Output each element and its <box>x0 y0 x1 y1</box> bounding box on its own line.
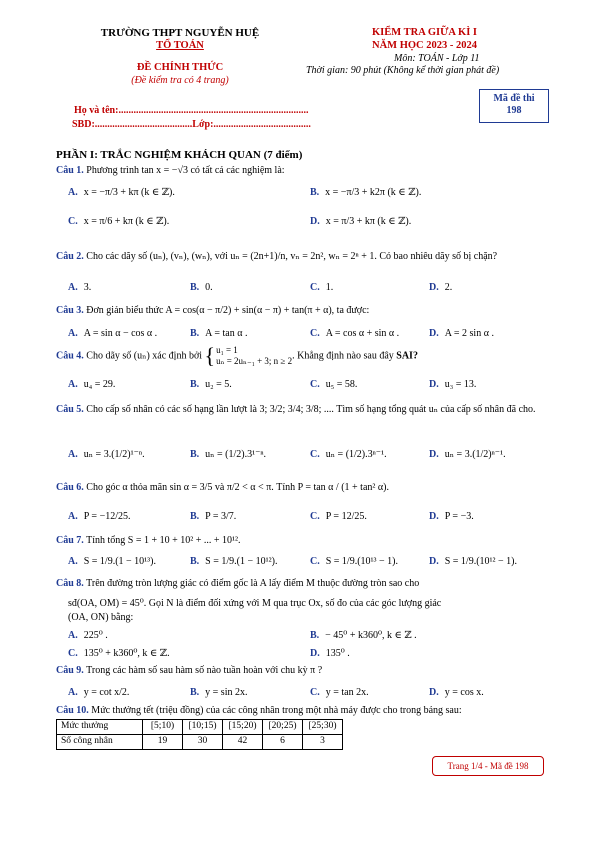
q4-text-post: . Khẳng định nào sau đây <box>292 350 394 362</box>
q4-system: u₁ = 1 uₙ = 2uₙ₋₁ + 3; n ≥ 2 <box>216 345 293 367</box>
q7-option-a[interactable]: A. S = 1/9.(1 − 10¹³). <box>68 556 157 567</box>
q1-option-c[interactable]: C. x = π/6 + kπ (k ∈ ℤ). <box>68 216 170 227</box>
q5-text: Cho cấp số nhân có các số hạng lần lượt là 3; 3/2; 3/4; 3/8; .... Tìm số hạng tổng quát uₙ của cấp số nhân đã cho. <box>86 404 536 415</box>
q3-option-c[interactable]: C. A = cos α + sin α . <box>310 328 400 339</box>
sbd-dots: ....................................... <box>94 119 193 130</box>
table-row <box>57 735 343 750</box>
q6-option-c[interactable]: C. P = 12/25. <box>310 511 367 522</box>
q5-label: Câu 5. <box>56 404 84 415</box>
q2-option-a[interactable]: A. 3. <box>68 282 92 293</box>
question-7 <box>56 535 561 547</box>
question-10 <box>56 705 561 717</box>
q8-option-d[interactable]: D. 135⁰ . <box>310 648 350 659</box>
exam-code-box <box>479 89 549 123</box>
table-cell: [15;20) <box>223 720 263 735</box>
q6-option-a[interactable]: A. P = −12/25. <box>68 511 131 522</box>
q4-sai: SAI <box>396 350 413 362</box>
table-cell: 42 <box>223 735 263 750</box>
table-header-cell: Mức thưởng <box>57 720 143 735</box>
table-cell: 6 <box>263 735 303 750</box>
q8-option-c[interactable]: C. 135⁰ + k360⁰, k ∈ ℤ. <box>68 648 170 659</box>
q5-option-b[interactable]: B. uₙ = (1/2).3¹⁻ⁿ. <box>190 449 267 460</box>
q7-option-d[interactable]: D. S = 1/9.(10¹² − 1). <box>429 556 518 567</box>
q6-option-d[interactable]: D. P = −3. <box>429 511 474 522</box>
department-name: TỔ TOÁN <box>156 40 204 51</box>
name-field <box>74 105 308 117</box>
q9-option-a[interactable]: A. y = cot x/2. <box>68 687 130 698</box>
q4-option-a[interactable]: A. u₄ = 29. <box>68 379 116 390</box>
name-dots: ............................................................................ <box>118 105 309 116</box>
class-label: Lớp: <box>192 119 214 130</box>
q4-option-b[interactable]: B. u₂ = 5. <box>190 379 232 390</box>
q2-text: Cho các dãy số (uₙ), (vₙ), (wₙ), với uₙ = (2n+1)/n, vₙ = 2n², wₙ = 2ⁿ + 1. Có bao nhiêu dãy số bị chặn? <box>86 251 498 262</box>
table-row <box>57 720 343 735</box>
exam-title: KIỂM TRA GIỮA KÌ I <box>372 27 478 38</box>
q3-label: Câu 3. <box>56 305 84 316</box>
q2-option-c[interactable]: C. 1. <box>310 282 334 293</box>
q9-option-b[interactable]: B. y = sin 2x. <box>190 687 248 698</box>
pages-note: (Đề kiểm tra có 4 trang) <box>131 75 229 86</box>
class-dots: ....................................... <box>213 119 311 130</box>
q1-option-d[interactable]: D. x = π/3 + kπ (k ∈ ℤ). <box>310 216 412 227</box>
q1-option-b[interactable]: B. x = −π/3 + k2π (k ∈ ℤ). <box>310 187 422 198</box>
school-year: NĂM HỌC 2023 - 2024 <box>372 40 477 51</box>
sbd-class-field <box>72 119 311 131</box>
table-cell: [10;15) <box>183 720 223 735</box>
exam-code-label: Mã đề thi <box>493 93 535 104</box>
q2-option-b[interactable]: B. 0. <box>190 282 213 293</box>
question-8 <box>56 578 561 590</box>
question-6 <box>56 482 561 494</box>
q1-label: Câu 1. <box>56 165 84 176</box>
q2-option-d[interactable]: D. 2. <box>429 282 453 293</box>
table-cell: [20;25) <box>263 720 303 735</box>
q3-text: Đơn giản biểu thức A = cos(α − π/2) + sin(α − π) + tan(π + α), ta được: <box>86 305 370 316</box>
q5-option-a[interactable]: A. uₙ = 3.(1/2)¹⁻ⁿ. <box>68 449 145 460</box>
q9-label: Câu 9. <box>56 665 84 676</box>
q9-option-d[interactable]: D. y = cos x. <box>429 687 484 698</box>
q4-option-c[interactable]: C. u₅ = 58. <box>310 379 358 390</box>
part1-title: PHẦN I: TRẮC NGHIỆM KHÁCH QUAN (7 điểm) <box>56 149 303 161</box>
table-header-cell: Số công nhân <box>57 735 143 750</box>
table-cell: 30 <box>183 735 223 750</box>
q2-label: Câu 2. <box>56 251 84 262</box>
q3-option-d[interactable]: D. A = 2 sin α . <box>429 328 494 339</box>
q3-option-a[interactable]: A. A = sin α − cos α . <box>68 328 158 339</box>
question-2 <box>56 249 561 265</box>
q7-option-b[interactable]: B. S = 1/9.(1 − 10¹²). <box>190 556 278 567</box>
table-cell: 3 <box>303 735 343 750</box>
name-label: Họ và tên: <box>74 105 119 116</box>
question-5 <box>56 402 561 418</box>
question-9 <box>56 665 561 677</box>
q7-option-c[interactable]: C. S = 1/9.(10¹³ − 1). <box>310 556 399 567</box>
table-cell: [5;10) <box>143 720 183 735</box>
q8-label: Câu 8. <box>56 578 84 589</box>
q10-text: Mức thưởng tết (triệu đồng) của các công nhân trong một nhà máy được cho trong bảng sau: <box>91 705 462 716</box>
page-footer: Trang 1/4 - Mã đề 198 <box>432 756 544 776</box>
q5-option-d[interactable]: D. uₙ = 3.(1/2)ⁿ⁻¹. <box>429 449 506 460</box>
sbd-label: SBD: <box>72 119 95 130</box>
q7-text: Tính tổng S = 1 + 10 + 10² + ... + 10¹². <box>86 535 241 546</box>
q6-text: Cho góc α thỏa mãn sin α = 3/5 và π/2 < α < π. Tính P = tan α / (1 + tan² α). <box>86 482 389 493</box>
table-cell: [25;30) <box>303 720 343 735</box>
question-3 <box>56 305 561 317</box>
q8-line2: sđ(OA, OM) = 45⁰. Gọi N là điểm đối xứng với M qua trục Ox, số đo của các góc lượng giác <box>68 598 442 609</box>
q3-option-b[interactable]: B. A = tan α . <box>190 328 248 339</box>
left-brace-icon: { <box>204 343 216 369</box>
subject-line: Môn: TOÁN - Lớp 11 <box>394 53 480 64</box>
question-1 <box>56 165 561 177</box>
q6-label: Câu 6. <box>56 482 84 493</box>
q1-option-a[interactable]: A. x = −π/3 + kπ (k ∈ ℤ). <box>68 187 175 198</box>
q8-option-a[interactable]: A. 225⁰ . <box>68 630 108 641</box>
q4-label: Câu 4. <box>56 350 84 362</box>
school-name: TRƯỜNG THPT NGUYỄN HUỆ <box>100 27 260 39</box>
q5-option-c[interactable]: C. uₙ = (1/2).3ⁿ⁻¹. <box>310 449 387 460</box>
q9-text: Trong các hàm số sau hàm số nào tuần hoàn với chu kỳ π ? <box>86 665 323 676</box>
official-label: ĐỀ CHÍNH THỨC <box>136 62 224 73</box>
bonus-table <box>56 719 343 750</box>
table-cell: 19 <box>143 735 183 750</box>
q8-line1: Trên đường tròn lượng giác có điểm gốc là A lấy điểm M thuộc đường tròn sao cho <box>86 578 420 589</box>
q9-option-c[interactable]: C. y = tan 2x. <box>310 687 369 698</box>
q1-text: Phương trình tan x = −√3 có tất cả các nghiệm là: <box>86 165 285 176</box>
q7-label: Câu 7. <box>56 535 84 546</box>
q10-label: Câu 10. <box>56 705 89 716</box>
q6-option-b[interactable]: B. P = 3/7. <box>190 511 237 522</box>
exam-code-value: 198 <box>506 105 522 116</box>
question-4: Câu 4. Cho dãy số (uₙ) xác định bởi { u₁ = 1 uₙ = 2uₙ₋₁ + 3; n ≥ 2 . Khẳng định nào sau đây SAI? <box>56 343 418 369</box>
q8-option-b[interactable]: B. − 45⁰ + k360⁰, k ∈ ℤ . <box>310 630 417 641</box>
time-line: Thời gian: 90 phút (Không kể thời gian phát đề) <box>306 65 500 76</box>
q8-line3: (OA, ON) bằng: <box>68 612 134 623</box>
q4-option-d[interactable]: D. u₃ = 13. <box>429 379 477 390</box>
q4-text-pre: Cho dãy số (uₙ) xác định bởi <box>86 350 203 362</box>
